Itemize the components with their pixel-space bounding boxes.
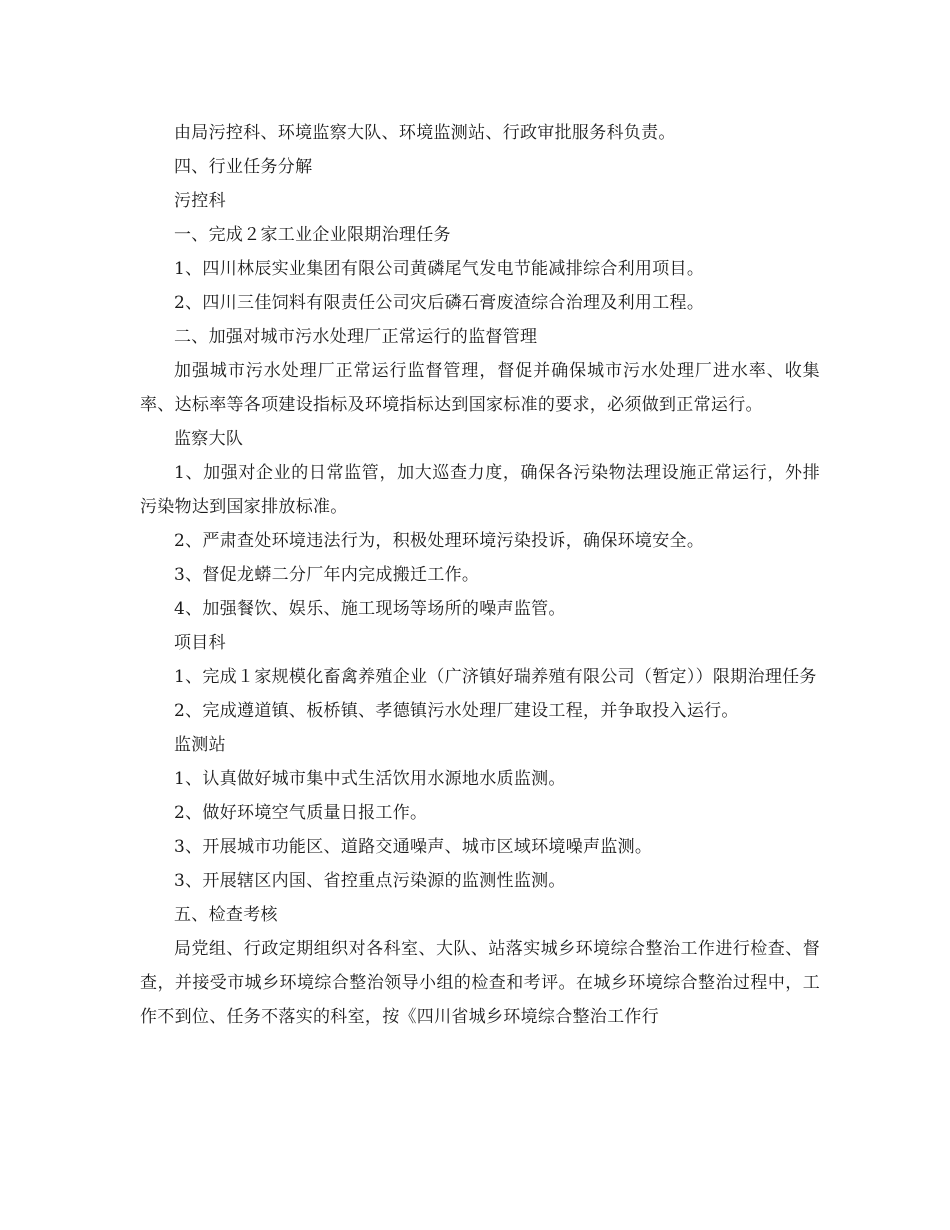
paragraph: 局党组、行政定期组织对各科室、大队、站落实城乡环境综合整治工作进行检查、督查，并接受市城乡环境综合整治领导小组的检查和考评。在城乡环境综合整治过程中，工作不到位、任务不落实的科室，按《四川省城乡环境综合整治工作行 bbox=[140, 939, 820, 1027]
paragraph: 加强城市污水处理厂正常运行监督管理，督促并确保城市污水处理厂进水率、收集率、达标率等各项建设指标及环境指标达到国家标准的要求，必须做到正常运行。 bbox=[140, 361, 820, 415]
list-item: 2、四川三佳饲料有限责任公司灾后磷石膏废渣综合治理及利用工程。 bbox=[174, 293, 705, 313]
list-item: 2、严肃查处环境违法行为，积极处理环境污染投诉，确保环境安全。 bbox=[174, 531, 705, 551]
document-body bbox=[140, 116, 820, 1034]
list-item: 3、督促龙蟒二分厂年内完成搬迁工作。 bbox=[174, 565, 480, 585]
list-item: 1、四川林辰实业集团有限公司黄磷尾气发电节能减排综合利用项目。 bbox=[174, 259, 705, 279]
list-item: 3、开展辖区内国、省控重点污染源的监测性监测。 bbox=[174, 871, 566, 891]
list-item: 1、完成１家规模化畜禽养殖企业（广济镇好瑞养殖有限公司（暂定））限期治理任务 bbox=[174, 667, 817, 687]
section-heading: 四、行业任务分解 bbox=[174, 157, 313, 177]
list-item: 2、完成遵道镇、板桥镇、孝德镇污水处理厂建设工程，并争取投入运行。 bbox=[174, 701, 739, 721]
section-heading: 五、检查考核 bbox=[174, 905, 278, 925]
paragraph: 由局污控科、环境监察大队、环境监测站、行政审批服务科负责。 bbox=[174, 123, 676, 143]
subsection-heading: 污控科 bbox=[174, 191, 226, 211]
list-item: 1、加强对企业的日常监管，加大巡查力度，确保各污染物法理设施正常运行，外排污染物达到国家排放标准。 bbox=[140, 463, 820, 517]
list-item: 2、做好环境空气质量日报工作。 bbox=[174, 803, 428, 823]
task-heading: 二、加强对城市污水处理厂正常运行的监督管理 bbox=[174, 327, 538, 347]
subsection-heading: 项目科 bbox=[174, 633, 226, 653]
subsection-heading: 监察大队 bbox=[174, 429, 244, 449]
list-item: 3、开展城市功能区、道路交通噪声、城市区域环境噪声监测。 bbox=[174, 837, 653, 857]
list-item: 4、加强餐饮、娱乐、施工现场等场所的噪声监管。 bbox=[174, 599, 566, 619]
list-item: 1、认真做好城市集中式生活饮用水源地水质监测。 bbox=[174, 769, 566, 789]
subsection-heading: 监测站 bbox=[174, 735, 226, 755]
task-heading: 一、完成２家工业企业限期治理任务 bbox=[174, 225, 451, 245]
